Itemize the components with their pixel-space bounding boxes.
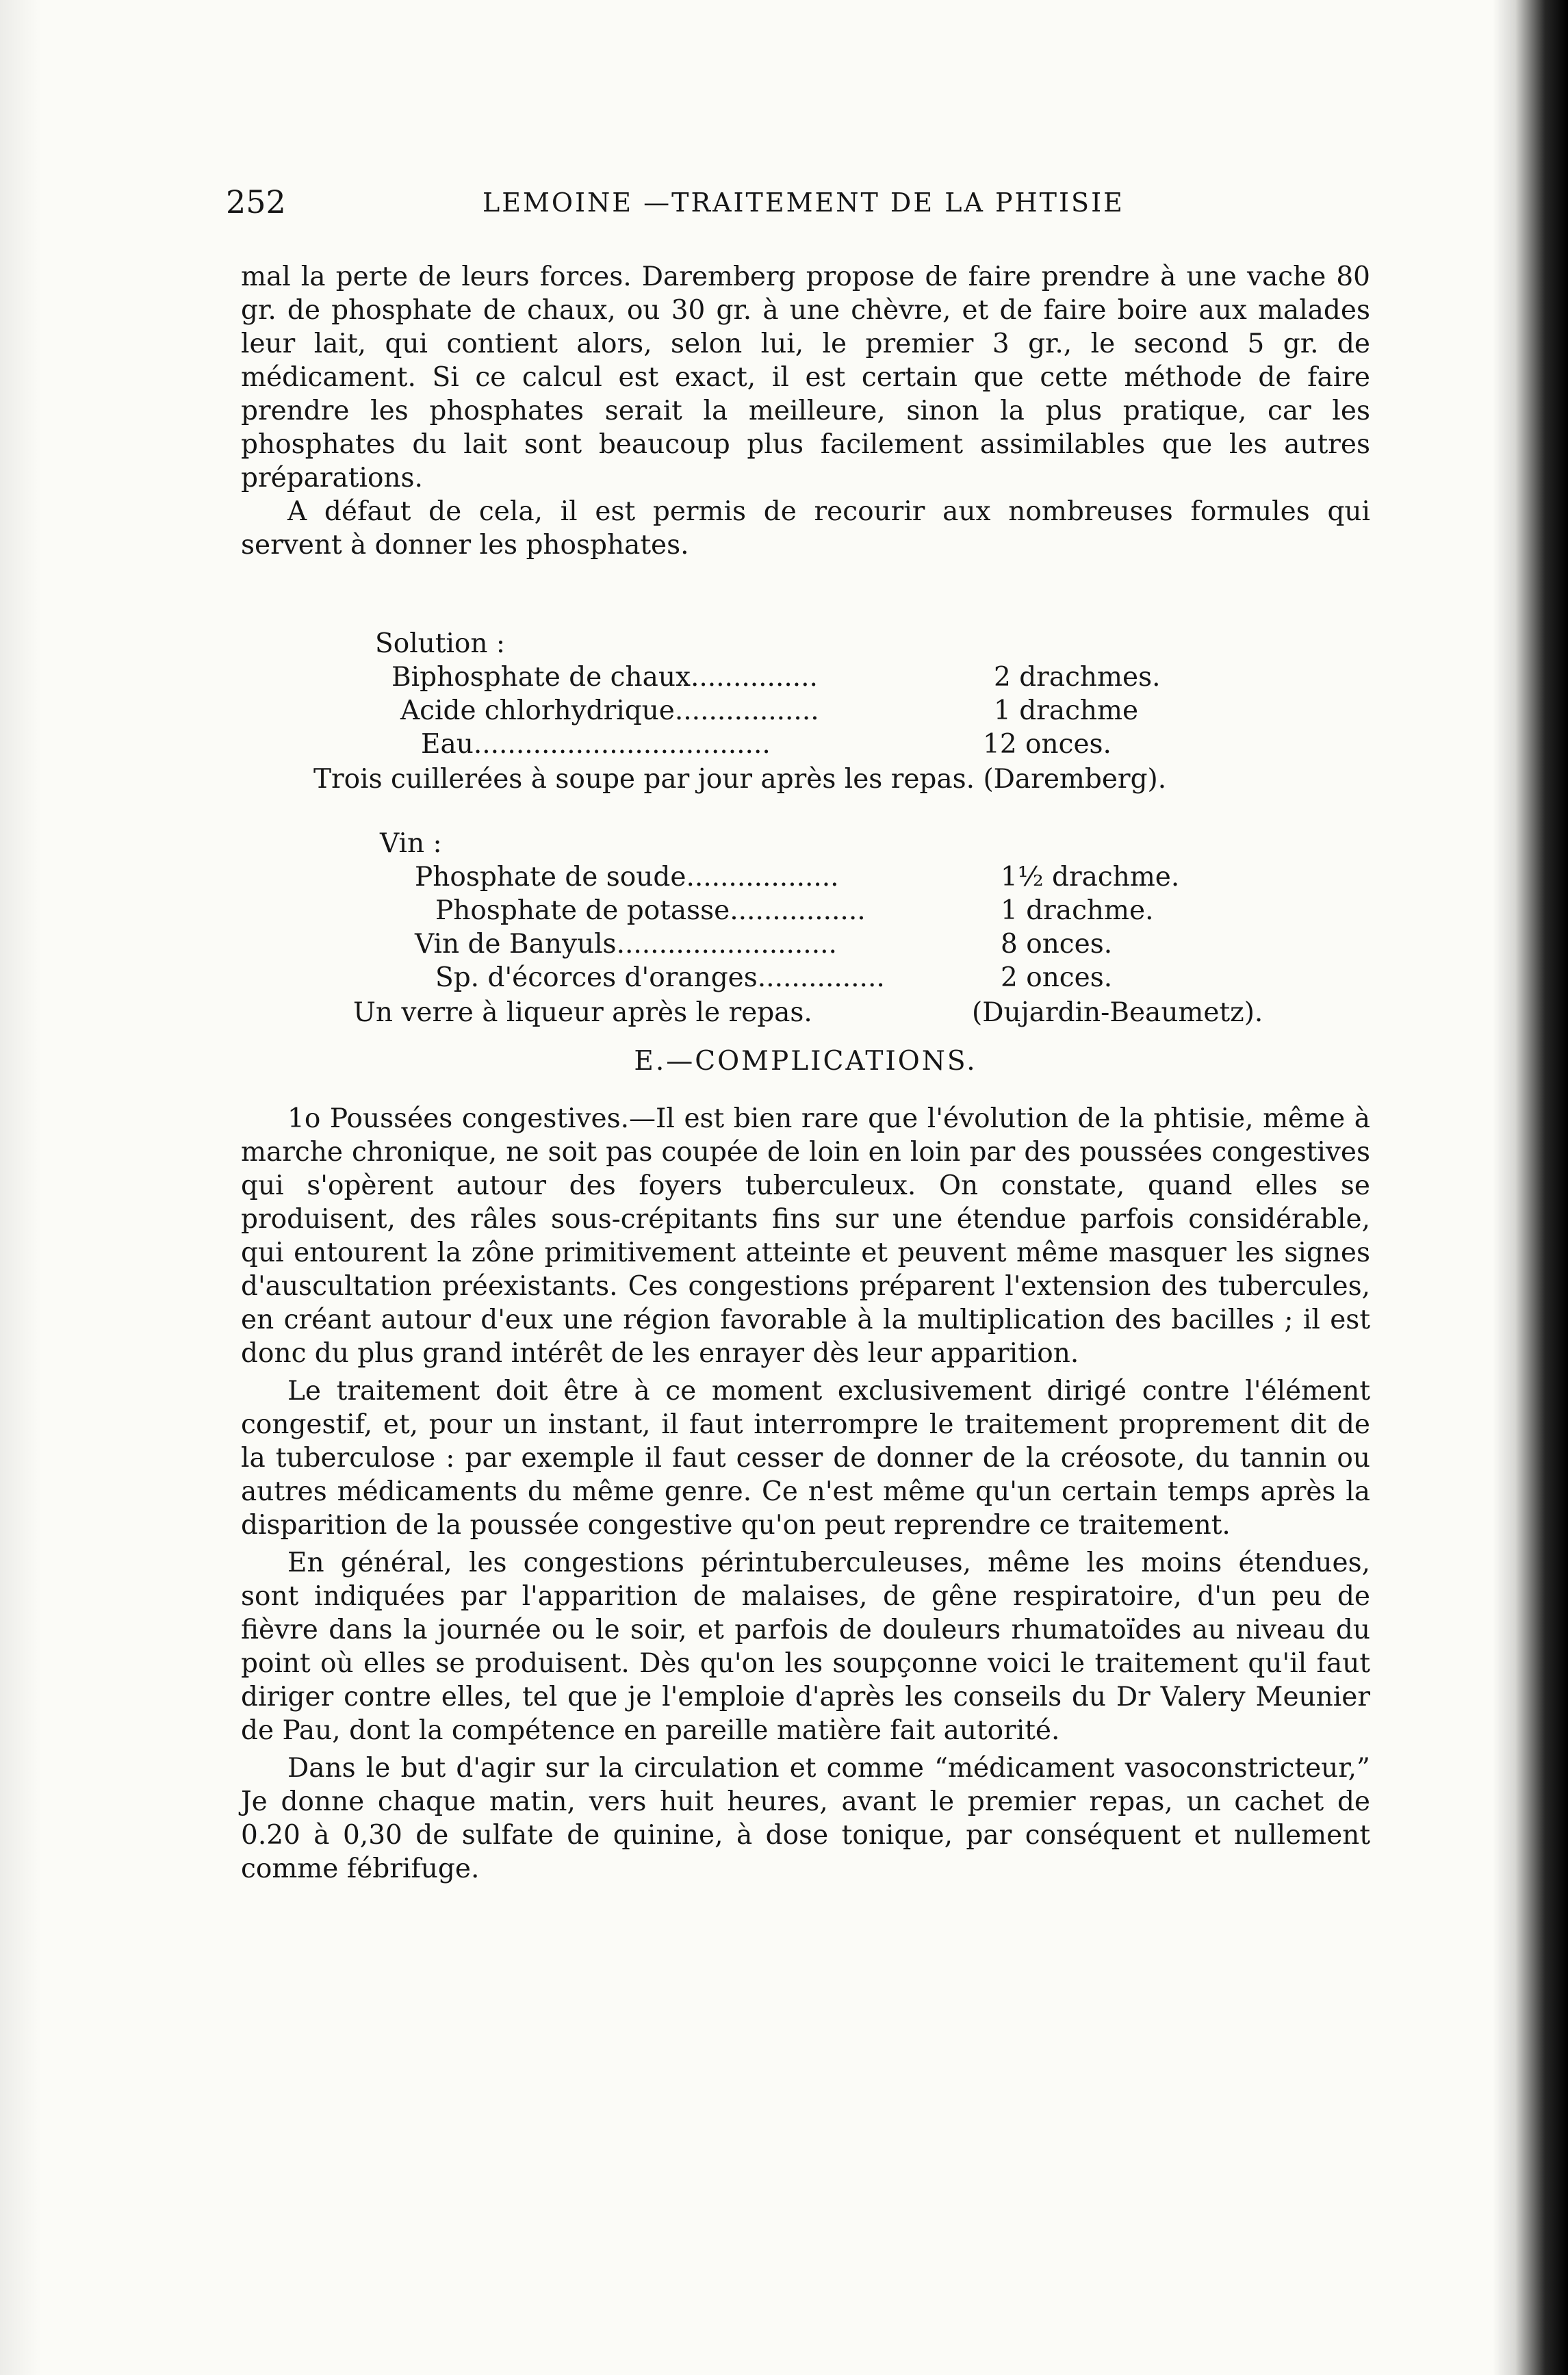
- ingredient-quantity: 8 onces.: [1001, 929, 1113, 960]
- leader-dots: ..........................: [616, 929, 837, 960]
- paragraph: Dans le but d'agir sur la circulation et comme “médicament vasoconstricteur,” Je donne chaque matin, vers huit heures, avant le premier repas, un cachet de 0.20 à 0,30 de sulfate de quinine, à dose tonique, par conséquent et nullement comme fébrifuge.: [241, 1753, 1370, 1884]
- ingredient-name: Eau: [421, 729, 474, 760]
- leader-dots: ...............: [690, 662, 818, 693]
- intro-text: [241, 260, 1370, 562]
- leader-dots: ..................: [686, 862, 839, 893]
- ingredient-name: Vin de Banyuls: [415, 929, 617, 960]
- running-title: LEMOINE —TRAITEMENT DE LA PHTISIE: [483, 188, 1124, 218]
- paragraph: A défaut de cela, il est permis de recourir aux nombreuses formules qui servent à donner les phosphates.: [241, 496, 1370, 561]
- ingredient-name: Phosphate de potasse: [435, 895, 730, 926]
- paragraph: mal la perte de leurs forces. Daremberg propose de faire prendre à une vache 80 gr. de phosphate de chaux, ou 30 gr. à une chèvre, et de faire boire aux malades leur lait, qui contient alors, selon lui, le premier 3 gr., le second 5 gr. de médicament. Si ce calcul est exact, il est certain que cette méthode de faire prendre les phosphates serait la meilleure, sinon la plus pratique, car les phosphates du lait sont beaucoup plus facilement assimilables que les autres préparations.: [241, 261, 1370, 493]
- ingredient-name: Sp. d'écorces d'oranges: [435, 962, 758, 993]
- paragraph: Le traitement doit être à ce moment exclusivement dirigé contre l'élément congestif, et, pour un instant, il faut interrompre le traitement proprement dit de la tuberculose : par exemple il faut cesser de donner de la créosote, du tannin ou autres médicaments du même genre. Ce n'est même qu'un certain temps après la disparition de la poussée congestive qu'on peut reprendre ce traitement.: [241, 1376, 1370, 1541]
- ingredient-quantity: 1½ drachme.: [1001, 862, 1180, 893]
- paragraph: En général, les congestions périntuberculeuses, même les moins étendues, sont indiquées par l'apparition de malaises, de gêne respiratoire, d'un peu de fièvre dans la journée ou le soir, et parfois de douleurs rhumatoïdes au niveau du point où elles se produisent. Dès qu'on les soupçonne voici le traitement qu'il faut diriger contre elles, tel que je l'emploie d'après les conseils du Dr Valery Meunier de Pau, dont la compétence en pareille matière fait autorité.: [241, 1548, 1370, 1746]
- ingredient-name: Biphosphate de chaux: [391, 662, 691, 693]
- formula-ingredient: [435, 894, 866, 927]
- complications-text: [241, 1102, 1370, 1886]
- formula-note: Un verre à liqueur après le repas.: [353, 997, 812, 1028]
- leader-dots: ................: [730, 895, 866, 926]
- leader-dots: .................: [674, 695, 819, 726]
- ingredient-quantity: 12 onces.: [983, 729, 1111, 760]
- section-heading: E.—COMPLICATIONS.: [634, 1046, 977, 1077]
- page-header: [226, 183, 1383, 231]
- formula-ingredient: [391, 660, 818, 694]
- formula-note: Trois cuillerées à soupe par jour après les repas. (Daremberg).: [313, 764, 1167, 795]
- ingredient-name: Phosphate de soude: [415, 862, 686, 893]
- scan-edge-shadow: [1493, 0, 1568, 2375]
- paragraph: 1o Poussées congestives.—Il est bien rare que l'évolution de la phtisie, même à marche chronique, ne soit pas coupée de loin en loin par des poussées congestives qui s'opèrent autour des foyers tuberculeux. On constate, quand elles se produisent, des râles sous-crépitants fins sur une étendue parfois considérable, qui entourent la zône primitivement atteinte et peuvent même masquer les signes d'auscultation préexistants. Ces congestions préparent l'extension des tubercules, en créant autour d'eux une région favorable à la multiplication des bacilles ; il est donc du plus grand intérêt de les enrayer dès leur apparition.: [241, 1103, 1370, 1369]
- leader-dots: ...................................: [473, 729, 771, 760]
- formula-ingredient: [421, 728, 771, 761]
- formula-title: Solution :: [375, 628, 506, 659]
- leader-dots: ...............: [757, 962, 885, 993]
- ingredient-quantity: 2 onces.: [1001, 962, 1113, 993]
- ingredient-quantity: 1 drachme.: [1001, 895, 1154, 926]
- formula-ingredient: [400, 694, 819, 728]
- page-number: 252: [226, 183, 286, 220]
- formula-attribution: (Dujardin-Beaumetz).: [972, 997, 1263, 1028]
- formula-title: Vin :: [380, 828, 442, 859]
- ingredient-quantity: 1 drachme: [994, 695, 1139, 726]
- formula-ingredient: [415, 860, 839, 894]
- ingredient-name: Acide chlorhydrique: [400, 695, 675, 726]
- formula-ingredient: [435, 961, 885, 994]
- ingredient-quantity: 2 drachmes.: [994, 662, 1161, 693]
- formula-ingredient: [415, 927, 837, 961]
- scan-left-margin: [0, 0, 41, 2375]
